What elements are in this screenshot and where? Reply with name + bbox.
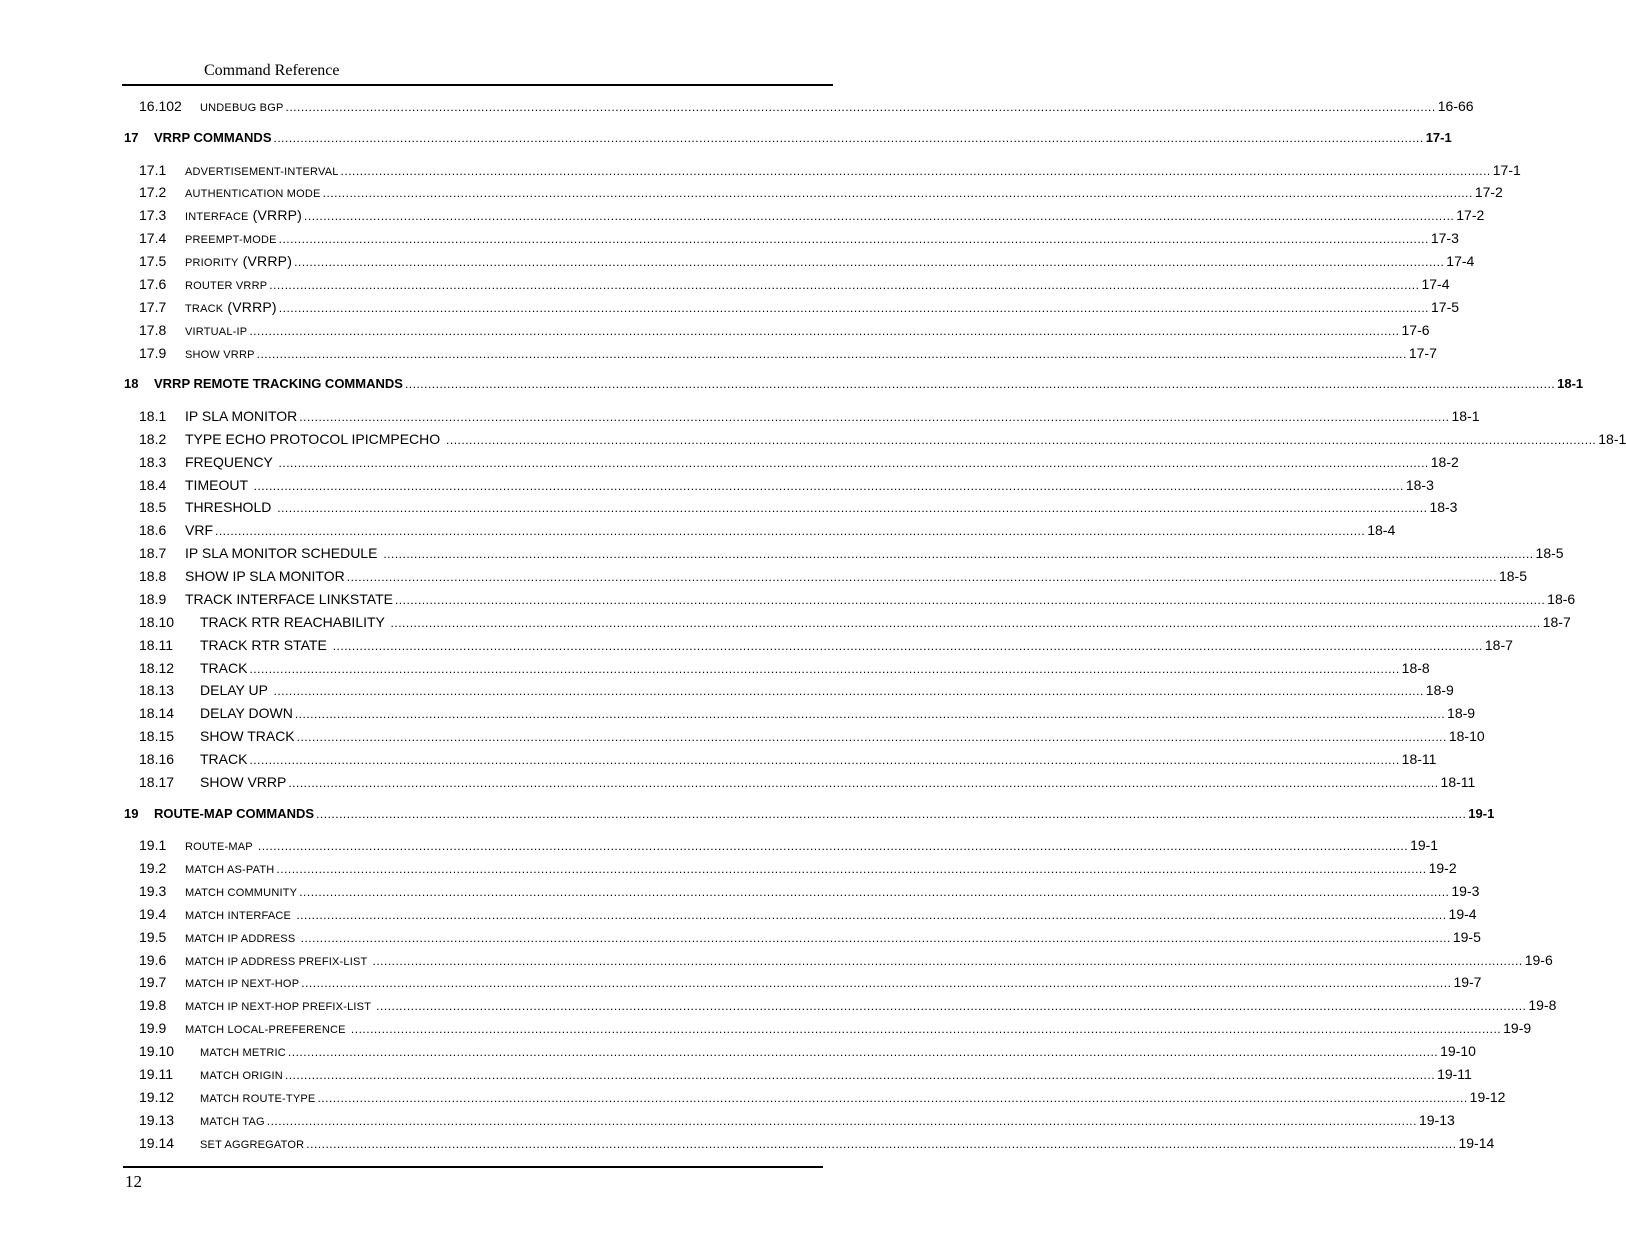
toc-entry-page: 19-4 [1448, 906, 1477, 922]
toc-entry-page: 18-3 [1405, 477, 1434, 493]
page-number: 12 [125, 1172, 142, 1191]
dot-leader: ............................................................................................................................................................................................................................................................................................................ [446, 433, 1597, 447]
dot-leader: ............................................................................................................................................................................................................................................................................................................ [257, 839, 1409, 853]
dot-leader: ............................................................................................................................................................................................................................................................................................................ [299, 410, 1450, 424]
dot-leader: ............................................................................................................................................................................................................................................................................................................ [276, 862, 1427, 876]
header-rule [122, 84, 833, 86]
toc-entry-title: MATCH INTERFACE [185, 910, 295, 922]
toc-entry-page: 19-8 [1528, 997, 1557, 1013]
toc-entry-title: SHOW IP SLA MONITOR [185, 568, 345, 584]
toc-entry-title-suffix: (VRRP) [248, 207, 303, 223]
dot-leader: ............................................................................................................................................................................................................................................................................................................ [300, 931, 1451, 945]
toc-entry[interactable] [0, 749, 1437, 769]
toc-entry[interactable] [0, 452, 1459, 472]
toc-entry-number: 18.11 [139, 637, 173, 653]
toc-entry-page: 16-66 [1437, 98, 1474, 114]
dot-leader: ............................................................................................................................................................................................................................................................................................................ [376, 999, 1527, 1013]
toc-entry[interactable] [0, 858, 1457, 878]
toc-entry[interactable] [0, 406, 1480, 426]
dot-leader: ............................................................................................................................................................................................................................................................................................................ [249, 753, 1400, 767]
toc-entry[interactable] [0, 1133, 1495, 1153]
toc-entry-title: PRIORITY [185, 257, 239, 269]
toc-entry-number: 17.3 [139, 207, 167, 223]
toc-entry[interactable] [0, 1110, 1455, 1130]
toc-entry-title-suffix: (VRRP) [238, 253, 293, 269]
toc-entry-page: 18-9 [1447, 705, 1476, 721]
toc-entry-number: 18.16 [139, 751, 175, 767]
toc-entry-number: 18 [124, 376, 139, 391]
toc-entry-page: 18-2 [1430, 454, 1459, 470]
toc-entry-title: MATCH LOCAL-PREFERENCE [185, 1024, 349, 1036]
toc-entry-title: ROUTER VRRP [185, 280, 268, 292]
toc-entry-title: MATCH IP ADDRESS [185, 933, 299, 945]
toc-entry-number: 18.13 [139, 682, 175, 698]
toc-entry-page: 17-1 [1492, 162, 1521, 178]
toc-entry[interactable] [0, 182, 1503, 202]
toc-entry[interactable] [0, 429, 1626, 449]
toc-entry[interactable] [0, 635, 1513, 655]
toc-entry-number: 18.17 [139, 774, 175, 790]
dot-leader: ............................................................................................................................................................................................................................................................................................................ [390, 616, 1541, 630]
toc-entry-title: DELAY UP [200, 682, 272, 698]
toc-entry-title: ADVERTISEMENT-INTERVAL [185, 166, 339, 178]
toc-entry-number: 19.4 [139, 906, 167, 922]
toc-entry[interactable] [0, 726, 1485, 746]
toc-entry-title: INTERFACE [185, 211, 249, 223]
toc-entry-number: 17.2 [139, 184, 167, 200]
toc-entry-title: IP SLA MONITOR SCHEDULE [185, 545, 382, 561]
toc-entry[interactable] [0, 96, 1474, 116]
toc-entry[interactable] [0, 160, 1521, 180]
toc-entry[interactable] [0, 881, 1480, 901]
toc-entry-title: TRACK [200, 751, 248, 767]
toc-entry-title: TRACK RTR REACHABILITY [200, 614, 389, 630]
toc-entry-number: 19.13 [139, 1112, 175, 1128]
dot-leader: ............................................................................................................................................................................................................................................................................................................ [215, 524, 1366, 538]
toc-entry[interactable] [0, 658, 1430, 678]
toc-entry-page: 19-1 [1468, 806, 1495, 821]
toc-entry-number: 17.1 [139, 162, 167, 178]
toc-entry-number: 17.8 [139, 322, 167, 338]
dot-leader: ............................................................................................................................................................................................................................................................................................................ [249, 662, 1400, 676]
dot-leader: ............................................................................................................................................................................................................................................................................................................ [304, 209, 1455, 223]
toc-entry-title: ROUTE-MAP COMMANDS [154, 806, 315, 821]
toc-entry-number: 16.102 [139, 98, 182, 114]
toc-entry-number: 18.3 [139, 454, 167, 470]
toc-entry-title: MATCH METRIC [200, 1047, 286, 1059]
toc-entry-page: 18-11 [1401, 751, 1437, 767]
toc-entry[interactable] [0, 274, 1450, 294]
toc-entry[interactable] [0, 995, 1557, 1015]
toc-entry-number: 18.4 [139, 477, 167, 493]
toc-entry-number: 19.3 [139, 883, 167, 899]
toc-entry-number: 18.9 [139, 591, 167, 607]
dot-leader: ............................................................................................................................................................................................................................................................................................................ [269, 278, 1420, 292]
toc-entry[interactable] [0, 703, 1476, 723]
toc-entry-number: 17.5 [139, 253, 167, 269]
toc-entry-number: 18.1 [139, 408, 167, 424]
toc-entry-number: 17 [124, 130, 139, 145]
dot-leader: ............................................................................................................................................................................................................................................................................................................ [278, 232, 1429, 246]
dot-leader: ............................................................................................................................................................................................................................................................................................................ [383, 547, 1534, 561]
toc-entry[interactable] [0, 251, 1475, 271]
dot-leader: ............................................................................................................................................................................................................................................................................................................ [350, 1022, 1502, 1036]
toc-entry-page: 19-7 [1453, 974, 1482, 990]
toc-entry-number: 17.7 [139, 299, 167, 315]
toc-entry-page: 19-13 [1418, 1112, 1455, 1128]
toc-entry-number: 17.6 [139, 276, 167, 292]
toc-entry-number: 19 [124, 806, 139, 821]
toc-entry-number: 19.5 [139, 929, 167, 945]
dot-leader: ............................................................................................................................................................................................................................................................................................................ [249, 324, 1400, 338]
toc-entry-page: 18-1 [1557, 376, 1584, 391]
toc-entry-page: 18-11 [1440, 774, 1476, 790]
toc-entry-number: 19.10 [139, 1043, 175, 1059]
toc-entry-title: SHOW TRACK [200, 728, 295, 744]
toc-entry-page: 18-5 [1535, 545, 1564, 561]
toc-entry-page: 17-2 [1474, 184, 1503, 200]
dot-leader: ............................................................................................................................................................................................................................................................................................................ [256, 347, 1407, 361]
toc-entry-page: 19-14 [1458, 1135, 1495, 1151]
toc-entry[interactable] [0, 612, 1571, 632]
dot-leader: ............................................................................................................................................................................................................................................................................................................ [299, 885, 1450, 899]
toc-entry-number: 18.15 [139, 728, 175, 744]
toc-entry-page: 19-9 [1503, 1020, 1532, 1036]
toc-entry-page: 17-4 [1446, 253, 1475, 269]
toc-entry-number: 19.11 [139, 1066, 173, 1082]
toc-entry-number: 19.9 [139, 1020, 167, 1036]
footer-rule [123, 1166, 823, 1168]
toc-entry-page: 18-7 [1484, 637, 1513, 653]
toc-entry-page: 17-2 [1456, 207, 1485, 223]
toc-entry-title: SHOW VRRP [200, 774, 287, 790]
toc-entry-title: VRRP REMOTE TRACKING COMMANDS [154, 376, 403, 391]
dot-leader: ............................................................................................................................................................................................................................................................................................................ [294, 255, 1445, 269]
toc-entry[interactable] [0, 904, 1477, 924]
toc-entry-page: 18-10 [1448, 728, 1485, 744]
toc-entry-title: TIMEOUT [185, 477, 252, 493]
toc-entry[interactable] [0, 475, 1434, 495]
toc-entry[interactable] [0, 1087, 1506, 1107]
toc-entry-page: 17-5 [1431, 299, 1460, 315]
toc-entry[interactable] [0, 1041, 1476, 1061]
toc-entry-page: 19-12 [1469, 1089, 1506, 1105]
toc-entry-title: VRRP COMMANDS [154, 130, 272, 145]
toc-entry-title: MATCH IP NEXT-HOP [185, 978, 300, 990]
dot-leader: ............................................................................................................................................................................................................................................................................................................ [278, 456, 1429, 470]
dot-leader: ............................................................................................................................................................................................................................................................................................................ [394, 593, 1546, 607]
toc-entry-page: 19-1 [1410, 837, 1439, 853]
toc-entry-page: 18-4 [1367, 522, 1396, 538]
dot-leader: ............................................................................................................................................................................................................................................................................................................ [277, 501, 1428, 515]
toc-entry-number: 19.7 [139, 974, 167, 990]
dot-leader: ............................................................................................................................................................................................................................................................................................................ [340, 164, 1491, 178]
toc-entry[interactable] [0, 297, 1460, 317]
dot-leader: ............................................................................................................................................................................................................................................................................................................ [266, 1114, 1417, 1128]
toc-entry[interactable] [0, 566, 1527, 586]
toc-entry-page: 18-3 [1429, 499, 1458, 515]
toc-entry-number: 19.6 [139, 952, 167, 968]
dot-leader: ............................................................................................................................................................................................................................................................................................................ [253, 479, 1404, 493]
toc-entry-title: TRACK RTR STATE [200, 637, 331, 653]
toc-entry-title: MATCH ROUTE-TYPE [200, 1093, 316, 1105]
dot-leader: ............................................................................................................................................................................................................................................................................................................ [296, 908, 1447, 922]
toc-entry-title: MATCH AS-PATH [185, 864, 275, 876]
toc-entry-page: 17-6 [1401, 322, 1430, 338]
toc-entry-number: 18.14 [139, 705, 175, 721]
dot-leader: ............................................................................................................................................................................................................................................................................................................ [322, 186, 1473, 200]
toc-entry-number: 18.7 [139, 545, 167, 561]
toc-entry-number: 17.9 [139, 345, 167, 361]
toc-entry[interactable] [0, 497, 1458, 517]
toc-entry-page: 19-2 [1428, 860, 1457, 876]
toc-entry[interactable] [0, 205, 1485, 225]
toc-entry-title: SET AGGREGATOR [200, 1139, 305, 1151]
toc-entry-title: TRACK [200, 660, 248, 676]
toc-entry-title: SHOW VRRP [185, 349, 255, 361]
dot-leader: ............................................................................................................................................................................................................................................................................................................ [301, 976, 1452, 990]
toc-entry-title: DELAY DOWN [200, 705, 293, 721]
toc-entry-page: 17-1 [1425, 130, 1452, 145]
toc-entry-number: 18.8 [139, 568, 167, 584]
toc-chapter-entry[interactable] [0, 374, 1584, 394]
toc-entry-number: 18.10 [139, 614, 175, 630]
toc-entry[interactable] [0, 1064, 1472, 1084]
toc-entry-page: 19-6 [1524, 952, 1553, 968]
toc-entry-title: MATCH COMMUNITY [185, 887, 298, 899]
toc-chapter-entry[interactable] [0, 804, 1495, 824]
toc-entry-title: TRACK INTERFACE LINKSTATE [185, 591, 393, 607]
toc-entry[interactable] [0, 343, 1437, 363]
dot-leader: ............................................................................................................................................................................................................................................................................................................ [285, 100, 1436, 114]
toc-entry-page: 19-3 [1451, 883, 1480, 899]
toc-entry-title: MATCH TAG [200, 1116, 265, 1128]
toc-entry[interactable] [0, 680, 1454, 700]
dot-leader: ............................................................................................................................................................................................................................................................................................................ [284, 1068, 1436, 1082]
dot-leader: ............................................................................................................................................................................................................................................................................................................ [278, 301, 1429, 315]
dot-leader: ............................................................................................................................................................................................................................................................................................................ [372, 954, 1523, 968]
running-header-title: Command Reference [204, 62, 340, 79]
toc-entry-title: VIRTUAL-IP [185, 326, 248, 338]
toc-entry-title: VRF [185, 522, 213, 538]
toc-entry-number: 17.4 [139, 230, 167, 246]
toc-entry-number: 18.5 [139, 499, 167, 515]
toc-entry[interactable] [0, 772, 1476, 792]
toc-entry-number: 19.12 [139, 1089, 175, 1105]
toc-entry-title: TYPE ECHO PROTOCOL IPICMPECHO [185, 431, 445, 447]
toc-entry-number: 19.8 [139, 997, 167, 1013]
dot-leader: ............................................................................................................................................................................................................................................................................................................ [316, 807, 1467, 821]
toc-entry-page: 17-4 [1421, 276, 1450, 292]
toc-entry-page: 18-5 [1498, 568, 1527, 584]
toc-entry-number: 18.6 [139, 522, 167, 538]
toc-entry-page: 18-8 [1401, 660, 1430, 676]
toc-chapter-entry[interactable] [0, 128, 1452, 148]
dot-leader: ............................................................................................................................................................................................................................................................................................................ [332, 639, 1483, 653]
toc-entry-page: 19-5 [1452, 929, 1481, 945]
toc-entry[interactable] [0, 972, 1482, 992]
toc-entry[interactable] [0, 927, 1481, 947]
toc-entry-page: 18-7 [1542, 614, 1571, 630]
toc-entry-page: 18-9 [1425, 682, 1454, 698]
dot-leader: ............................................................................................................................................................................................................................................................................................................ [296, 730, 1447, 744]
dot-leader: ............................................................................................................................................................................................................................................................................................................ [317, 1091, 1468, 1105]
toc-entry[interactable] [0, 835, 1439, 855]
toc-entry-title: UNDEBUG BGP [200, 102, 284, 114]
toc-entry-title: ROUTE-MAP [185, 841, 256, 853]
toc-entry[interactable] [0, 320, 1430, 340]
toc-entry-number: 19.1 [139, 837, 167, 853]
toc-entry-page: 18-1 [1451, 408, 1480, 424]
toc-entry-page: 19-11 [1437, 1066, 1472, 1082]
toc-entry-page: 18-6 [1547, 591, 1576, 607]
toc-entry[interactable] [0, 589, 1576, 609]
toc-entry[interactable] [0, 950, 1553, 970]
toc-entry[interactable] [0, 543, 1564, 563]
toc-entry-number: 18.2 [139, 431, 167, 447]
toc-entry-title: TRACK [185, 303, 224, 315]
toc-entry-title: PREEMPT-MODE [185, 234, 277, 246]
toc-entry-page: 18-1 [1598, 431, 1626, 447]
dot-leader: ............................................................................................................................................................................................................................................................................................................ [294, 707, 1446, 721]
toc-entry-page: 19-10 [1440, 1043, 1476, 1059]
toc-entry-number: 19.2 [139, 860, 167, 876]
toc-entry-title: MATCH ORIGIN [200, 1070, 283, 1082]
toc-entry-number: 18.12 [139, 660, 175, 676]
toc-entry-page: 17-7 [1408, 345, 1437, 361]
dot-leader: ............................................................................................................................................................................................................................................................................................................ [273, 684, 1424, 698]
toc-entry-number: 19.14 [139, 1135, 175, 1151]
dot-leader: ............................................................................................................................................................................................................................................................................................................ [288, 776, 1439, 790]
toc-entry-title: MATCH IP ADDRESS PREFIX-LIST [185, 956, 371, 968]
toc-entry[interactable] [0, 228, 1459, 248]
toc-entry[interactable] [0, 520, 1396, 540]
toc-entry-title: MATCH IP NEXT-HOP PREFIX-LIST [185, 1001, 375, 1013]
toc-entry-title-suffix: (VRRP) [223, 299, 277, 315]
toc-entry-page: 17-3 [1430, 230, 1459, 246]
dot-leader: ............................................................................................................................................................................................................................................................................................................ [273, 131, 1424, 145]
toc-entry-title: THRESHOLD [185, 499, 276, 515]
toc-entry-title: IP SLA MONITOR [185, 408, 298, 424]
dot-leader: ............................................................................................................................................................................................................................................................................................................ [404, 377, 1556, 391]
toc-entry-title: AUTHENTICATION MODE [185, 188, 321, 200]
toc-entry[interactable] [0, 1018, 1532, 1038]
toc-entry-title: FREQUENCY [185, 454, 277, 470]
dot-leader: ............................................................................................................................................................................................................................................................................................................ [306, 1137, 1457, 1151]
dot-leader: ............................................................................................................................................................................................................................................................................................................ [346, 570, 1497, 584]
dot-leader: ............................................................................................................................................................................................................................................................................................................ [287, 1045, 1439, 1059]
